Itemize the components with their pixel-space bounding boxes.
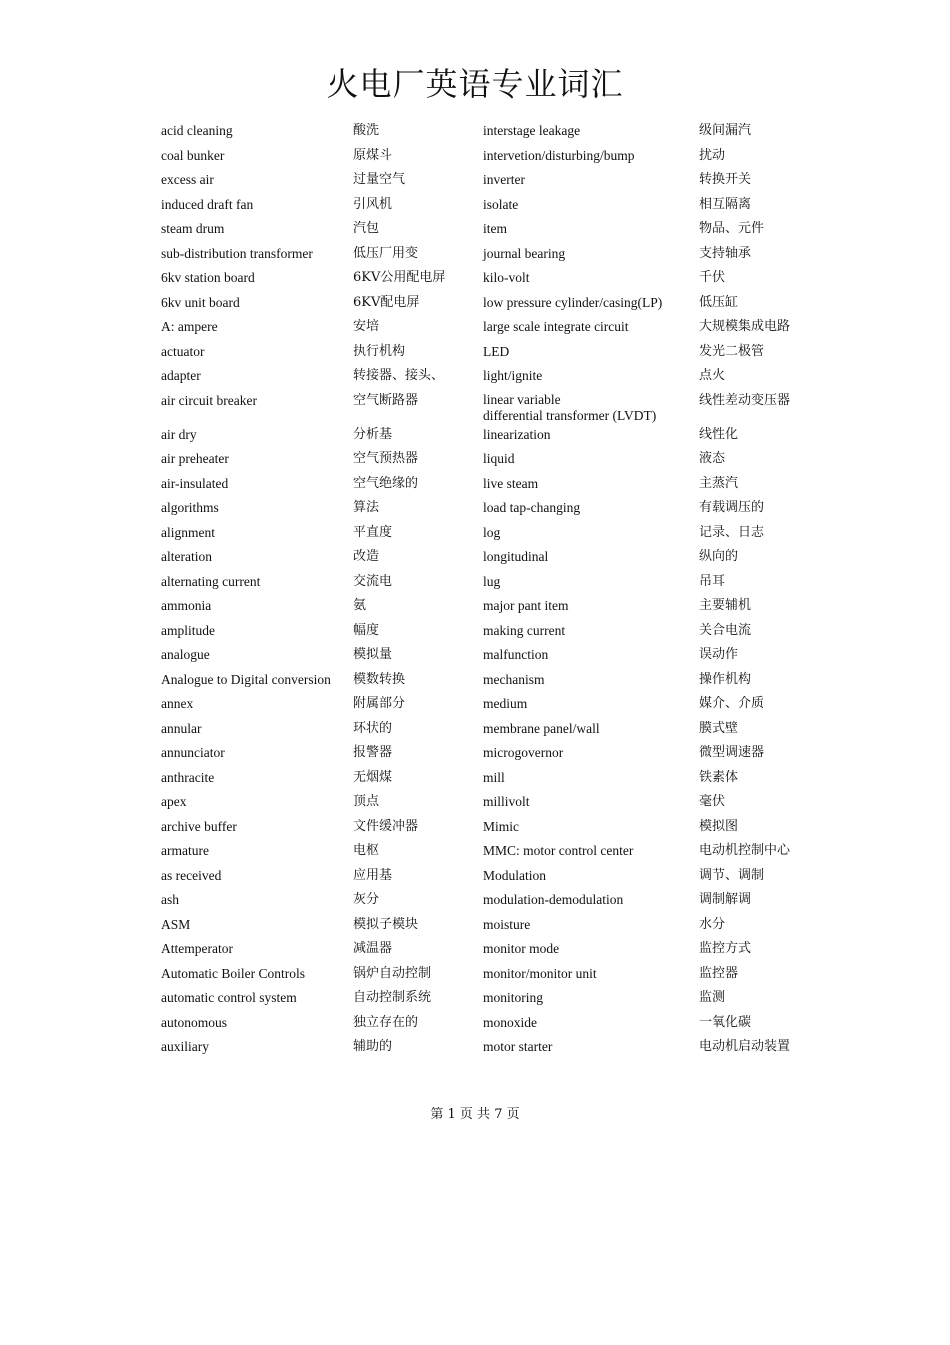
chinese-term: 关合电流 [699, 622, 752, 638]
english-term: lug [483, 573, 501, 589]
english-term: live steam [483, 475, 539, 491]
vocab-row [161, 622, 821, 647]
chinese-term: 主蒸汽 [699, 475, 739, 491]
chinese-term: 调制解调 [699, 892, 752, 907]
chinese-term: 应用基 [353, 867, 393, 883]
vocab-row [161, 196, 821, 221]
chinese-term: 纵向的 [699, 549, 739, 564]
english-term: Automatic Boiler Controls [161, 965, 305, 981]
english-term: large scale integrate circuit [483, 319, 629, 334]
english-term: monoxide [483, 1014, 537, 1030]
vocab-row [161, 392, 821, 426]
english-term: annular [161, 720, 202, 736]
chinese-term: 6KV公用配电屏 [353, 270, 446, 285]
english-term: ASM [161, 916, 191, 932]
chinese-term: 幅度 [353, 622, 380, 638]
english-term: archive buffer [161, 818, 237, 834]
english-term: as received [161, 867, 222, 883]
vocab-row [161, 343, 821, 368]
english-term: major pant item [483, 598, 569, 613]
vocab-row [161, 524, 821, 549]
chinese-term: 辅助的 [353, 1039, 393, 1054]
english-term: A: ampere [161, 319, 218, 334]
english-term: item [483, 221, 507, 236]
chinese-term: 调节、调制 [699, 867, 765, 883]
chinese-term: 低压厂用变 [353, 245, 419, 261]
english-term: malfunction [483, 647, 549, 662]
chinese-term: 改造 [353, 549, 380, 564]
chinese-term: 低压缸 [699, 294, 739, 310]
english-term: modulation-demodulation [483, 892, 624, 907]
chinese-term: 氨 [353, 598, 367, 613]
english-term: mechanism [483, 671, 545, 687]
chinese-term: 算法 [353, 500, 380, 515]
vocab-row [161, 450, 821, 475]
vocab-row [161, 367, 821, 392]
english-term: auxiliary [161, 1039, 209, 1054]
chinese-term: 6KV配电屏 [353, 294, 420, 310]
chinese-term: 支持轴承 [699, 245, 752, 261]
vocab-row [161, 245, 821, 270]
english-term-line: linear variable [483, 391, 561, 407]
vocab-row [161, 769, 821, 794]
chinese-term: 平直度 [353, 524, 393, 540]
vocab-row [161, 1014, 821, 1039]
english-term: ash [161, 892, 179, 907]
chinese-term: 水分 [699, 916, 726, 932]
chinese-term: 无烟煤 [353, 769, 393, 785]
english-term: Attemperator [161, 941, 233, 956]
chinese-term: 减温器 [353, 941, 393, 956]
english-term: low pressure cylinder/casing(LP) [483, 294, 663, 310]
english-term: liquid [483, 451, 515, 466]
english-term: medium [483, 696, 528, 711]
english-term [483, 392, 656, 424]
chinese-term: 主要辅机 [699, 598, 752, 613]
vocab-row [161, 597, 821, 622]
english-term: automatic control system [161, 990, 297, 1005]
chinese-term: 电动机控制中心 [699, 843, 791, 858]
vocab-row [161, 720, 821, 745]
chinese-term: 铁素体 [699, 769, 739, 785]
english-term: load tap-changing [483, 500, 581, 515]
chinese-term: 液态 [699, 451, 726, 466]
english-term: annunciator [161, 745, 225, 760]
english-term: interstage leakage [483, 123, 581, 138]
english-term: making current [483, 622, 566, 638]
chinese-term: 监测 [699, 990, 726, 1005]
english-term: Modulation [483, 867, 546, 883]
english-term: light/ignite [483, 368, 543, 383]
chinese-term: 千伏 [699, 270, 726, 285]
vocab-row [161, 499, 821, 524]
english-term: monitor/monitor unit [483, 965, 597, 981]
vocab-row [161, 793, 821, 818]
vocab-row [161, 671, 821, 696]
chinese-term: 监控器 [699, 965, 739, 981]
english-term: amplitude [161, 622, 215, 638]
chinese-term: 误动作 [699, 647, 739, 662]
vocab-row [161, 318, 821, 343]
english-term: membrane panel/wall [483, 720, 600, 736]
chinese-term: 膜式壁 [699, 720, 739, 736]
english-term: alternating current [161, 573, 261, 589]
vocab-row [161, 867, 821, 892]
english-term: air dry [161, 426, 197, 442]
page-title: 火电厂英语专业词汇 [326, 65, 624, 103]
vocab-row [161, 940, 821, 965]
english-term: coal bunker [161, 147, 225, 163]
english-term: air-insulated [161, 475, 229, 491]
chinese-term: 模数转换 [353, 671, 406, 687]
english-term: intervetion/disturbing/bump [483, 147, 635, 163]
vocab-row [161, 220, 821, 245]
chinese-term: 报警器 [353, 745, 393, 760]
english-term: air preheater [161, 451, 229, 466]
english-term: excess air [161, 172, 214, 187]
vocab-row [161, 548, 821, 573]
vocab-row [161, 989, 821, 1014]
chinese-term: 安培 [353, 319, 380, 334]
chinese-term: 扰动 [699, 147, 726, 163]
chinese-term: 物品、元件 [699, 221, 765, 236]
vocab-row [161, 573, 821, 598]
chinese-term: 空气预热器 [353, 451, 419, 466]
english-term: inverter [483, 172, 525, 187]
english-term: linearization [483, 426, 551, 442]
chinese-term: 转接器、接头、 [353, 368, 445, 383]
chinese-term: 执行机构 [353, 343, 406, 359]
english-term: induced draft fan [161, 196, 254, 212]
vocab-row [161, 818, 821, 843]
chinese-term: 电动机启动装置 [699, 1039, 791, 1054]
chinese-term: 级间漏汽 [699, 123, 752, 138]
chinese-term: 线性差动变压器 [699, 392, 791, 408]
vocab-row [161, 1038, 821, 1063]
english-term: monitor mode [483, 941, 560, 956]
chinese-term: 锅炉自动控制 [353, 965, 432, 981]
english-term: alignment [161, 524, 215, 540]
chinese-term: 空气绝缘的 [353, 475, 419, 491]
english-term: kilo-volt [483, 270, 530, 285]
chinese-term: 吊耳 [699, 573, 726, 589]
english-term-line: differential transformer (LVDT) [483, 407, 657, 423]
english-term: steam drum [161, 221, 225, 236]
english-term: annex [161, 696, 194, 711]
vocab-row [161, 695, 821, 720]
vocabulary-table [161, 122, 821, 1063]
english-term: LED [483, 343, 510, 359]
chinese-term: 操作机构 [699, 671, 752, 687]
chinese-term: 有载调压的 [699, 500, 765, 515]
english-term: MMC: motor control center [483, 843, 634, 858]
vocab-row [161, 842, 821, 867]
chinese-term: 文件缓冲器 [353, 818, 419, 834]
chinese-term: 模拟子模块 [353, 916, 419, 932]
vocab-row [161, 965, 821, 990]
vocab-row [161, 744, 821, 769]
english-term: sub-distribution transformer [161, 245, 313, 261]
vocab-row [161, 171, 821, 196]
english-term: Analogue to Digital conversion [161, 671, 331, 687]
english-term: moisture [483, 916, 531, 932]
chinese-term: 监控方式 [699, 941, 752, 956]
chinese-term: 转换开关 [699, 172, 752, 187]
chinese-term: 相互隔离 [699, 196, 752, 212]
english-term: air circuit breaker [161, 392, 257, 408]
english-term: actuator [161, 343, 205, 359]
chinese-term: 环状的 [353, 720, 393, 736]
chinese-term: 引风机 [353, 196, 393, 212]
vocab-row [161, 122, 821, 147]
chinese-term: 酸洗 [353, 123, 380, 138]
chinese-term: 汽包 [353, 221, 380, 236]
english-term: acid cleaning [161, 123, 233, 138]
chinese-term: 发光二极管 [699, 343, 765, 359]
vocab-row [161, 891, 821, 916]
english-term: log [483, 524, 501, 540]
english-term: 6kv unit board [161, 294, 240, 310]
english-term: microgovernor [483, 745, 564, 760]
english-term: 6kv station board [161, 270, 255, 285]
english-term: analogue [161, 647, 210, 662]
english-term: ammonia [161, 598, 212, 613]
chinese-term: 大规模集成电路 [699, 319, 791, 334]
english-term: armature [161, 843, 209, 858]
vocab-row [161, 294, 821, 319]
vocab-row [161, 426, 821, 451]
chinese-term: 附属部分 [353, 696, 406, 711]
chinese-term: 交流电 [353, 573, 393, 589]
english-term: algorithms [161, 500, 219, 515]
english-term: motor starter [483, 1039, 553, 1054]
chinese-term: 点火 [699, 368, 726, 383]
vocab-row [161, 147, 821, 172]
english-term: apex [161, 794, 187, 809]
english-term: millivolt [483, 794, 530, 809]
vocab-row [161, 269, 821, 294]
chinese-term: 原煤斗 [353, 147, 393, 163]
chinese-term: 毫伏 [699, 794, 726, 809]
chinese-term: 灰分 [353, 892, 380, 907]
english-term: autonomous [161, 1014, 227, 1030]
chinese-term: 空气断路器 [353, 392, 419, 408]
chinese-term: 分析基 [353, 426, 393, 442]
english-term: alteration [161, 549, 212, 564]
page-footer: 第 1 页 共 7 页 [430, 1107, 520, 1122]
chinese-term: 线性化 [699, 426, 739, 442]
english-term: adapter [161, 368, 201, 383]
chinese-term: 媒介、介质 [699, 696, 765, 711]
chinese-term: 模拟图 [699, 818, 739, 834]
chinese-term: 模拟量 [353, 647, 393, 662]
english-term: anthracite [161, 769, 215, 785]
english-term: longitudinal [483, 549, 549, 564]
chinese-term: 过量空气 [353, 172, 406, 187]
vocab-row [161, 646, 821, 671]
chinese-term: 独立存在的 [353, 1014, 419, 1030]
vocab-row [161, 475, 821, 500]
chinese-term: 微型调速器 [699, 745, 765, 760]
english-term: Mimic [483, 818, 519, 834]
chinese-term: 记录、日志 [699, 524, 765, 540]
english-term: isolate [483, 196, 519, 212]
chinese-term: 电枢 [353, 843, 380, 858]
chinese-term: 自动控制系统 [353, 990, 432, 1005]
english-term: journal bearing [483, 245, 566, 261]
chinese-term: 顶点 [353, 794, 380, 809]
english-term: mill [483, 769, 505, 785]
english-term: monitoring [483, 990, 543, 1005]
vocab-row [161, 916, 821, 941]
chinese-term: 一氧化碳 [699, 1014, 752, 1030]
